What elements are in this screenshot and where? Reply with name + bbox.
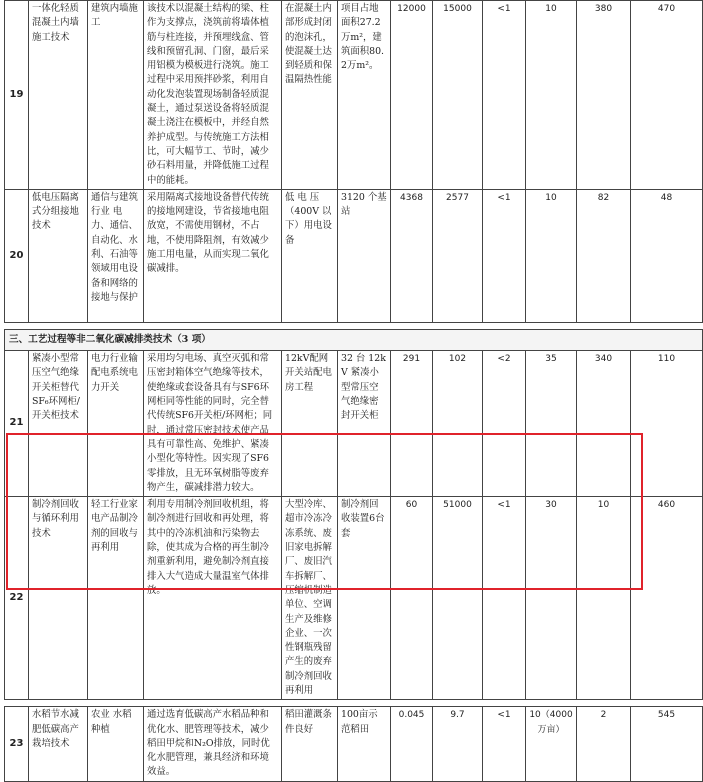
tech-description: 采用均匀电场、真空灭弧和常压密封箱体空气绝缘等技术，使绝缘或套设备具有与SF6环网柜同等性能的同时，完全替代传统SF6开关柜/环网柜；同时，通过常压密封技术使产品具有可靠性高、免维护、紧凑小型化等特性。因实现了SF6零排放，且无环氧树脂等废弃物产生，碳减排潜力较大。	[144, 351, 282, 497]
cell-value: 10（4000万亩）	[526, 707, 577, 781]
tech-condition: 稻田灌溉条件良好	[282, 707, 338, 781]
row-number: 20	[5, 189, 29, 322]
cell-value: 15000	[433, 1, 483, 190]
cell-value: 0.045	[391, 707, 433, 781]
cell-value: 10	[526, 1, 577, 190]
section-header	[5, 329, 703, 350]
cell-value: 60	[391, 497, 433, 700]
cell-value: <1	[483, 707, 526, 781]
cell-value: 545	[631, 707, 703, 781]
cell-value: 12000	[391, 1, 433, 190]
tech-industry: 农业 水稻种植	[88, 707, 144, 781]
cell-value: 470	[631, 1, 703, 190]
cell-value: 35	[526, 351, 577, 497]
tech-description: 利用专用制冷剂回收机组，将制冷剂进行回收和再处理，将其中的冷冻机油和污染物去除，使其成为合格的再生制冷剂重新利用，避免制冷剂直接排入大气造成大量温室气体排放。	[144, 497, 282, 700]
spacer-row	[5, 700, 703, 707]
table-row	[5, 189, 703, 322]
cell-value: 82	[577, 189, 631, 322]
cell-value: 2	[577, 707, 631, 781]
cell-value: 30	[526, 497, 577, 700]
row-number: 19	[5, 1, 29, 190]
cell-value: <2	[483, 351, 526, 497]
tech-industry: 通信与建筑行业 电力、通信、自动化、水利、石油等领域用电设备和网络的接地与保护	[88, 189, 144, 322]
tech-name: 紧凑小型常压空气绝缘开关柜替代SF₆环网柜/开关柜技术	[29, 351, 88, 497]
tech-scale: 项目占地面积27.2万m²，建筑面积80.2万m²。	[338, 1, 391, 190]
tech-industry: 电力行业输配电系统电力开关	[88, 351, 144, 497]
row-number: 22	[5, 497, 29, 700]
table-row	[5, 1, 703, 190]
cell-value: 10	[577, 497, 631, 700]
tech-name: 制冷剂回收与循环利用技术	[29, 497, 88, 700]
tech-industry: 轻工行业家电产品制冷剂的回收与再利用	[88, 497, 144, 700]
cell-value: 340	[577, 351, 631, 497]
tech-condition: 12kV配网开关站配电房工程	[282, 351, 338, 497]
cell-value: 51000	[433, 497, 483, 700]
cell-value: 460	[631, 497, 703, 700]
tech-scale: 3120 个基站	[338, 189, 391, 322]
tech-scale: 100亩示范稻田	[338, 707, 391, 781]
tech-scale: 32 台 12kV 紧凑小型常压空气绝缘密封开关柜	[338, 351, 391, 497]
tech-name: 水稻节水减肥低碳高产栽培技术	[29, 707, 88, 781]
row-number: 21	[5, 351, 29, 497]
tech-scale: 制冷剂回收装置6台套	[338, 497, 391, 700]
cell-value: 102	[433, 351, 483, 497]
section-title: 三、工艺过程等非二氧化碳减排类技术（3 项）	[5, 329, 703, 350]
row-number: 23	[5, 707, 29, 781]
tech-description: 通过选育低碳高产水稻品种和优化水、肥管理等技术，减少稻田甲烷和N₂O排放，同时优化水肥管理，兼具经济和环境效益。	[144, 707, 282, 781]
cell-value: 9.7	[433, 707, 483, 781]
tech-name: 一体化轻质混凝土内墙施工技术	[29, 1, 88, 190]
cell-value: 291	[391, 351, 433, 497]
cell-value: 380	[577, 1, 631, 190]
tech-condition: 低 电 压（400V 以下）用电设备	[282, 189, 338, 322]
cell-value: <1	[483, 497, 526, 700]
tech-condition: 在混凝土内部形成封闭的泡沫孔，使混凝土达到轻质和保温隔热性能	[282, 1, 338, 190]
table-row	[5, 707, 703, 781]
cell-value: 110	[631, 351, 703, 497]
tech-name: 低电压隔离式分组接地技术	[29, 189, 88, 322]
cell-value: 48	[631, 189, 703, 322]
tech-industry: 建筑内墙施工	[88, 1, 144, 190]
cell-value: 2577	[433, 189, 483, 322]
table-row-highlighted	[5, 497, 703, 700]
table-row	[5, 351, 703, 497]
cell-value: 4368	[391, 189, 433, 322]
tech-description: 该技术以混凝土结构的梁、柱作为支撑点，浇筑前将墙体植筋与柱连接，并预埋线盒、管线和预留孔洞、门窗，最后采用铝模为模板进行浇筑。施工过程中采用预拌砂浆，利用自动化发泡装置现场制备轻质混凝土，通过泵送设备将轻质混凝土浇注在模板中，并经自然养护成型。与传统施工方法相比，可大幅节工、节时，减少砂石料用量，并降低施工过程中的能耗。	[144, 1, 282, 190]
cell-value: <1	[483, 1, 526, 190]
technology-table	[4, 0, 703, 782]
cell-value: 10	[526, 189, 577, 322]
tech-description: 采用隔离式接地设备替代传统的接地网建设，节省接地电阻放宽，不需使用钢材，不占地，不使用降阻剂，有效减少施工用电量，从而实现二氧化碳减排。	[144, 189, 282, 322]
cell-value: <1	[483, 189, 526, 322]
tech-condition: 大型冷库、超市冷冻冷冻系统、废旧家电拆解厂、废旧汽车拆解厂、压缩机制造单位、空调生产及维修企业、一次性钢瓶残留产生的废弃制冷剂回收再利用	[282, 497, 338, 700]
spacer-row	[5, 322, 703, 329]
